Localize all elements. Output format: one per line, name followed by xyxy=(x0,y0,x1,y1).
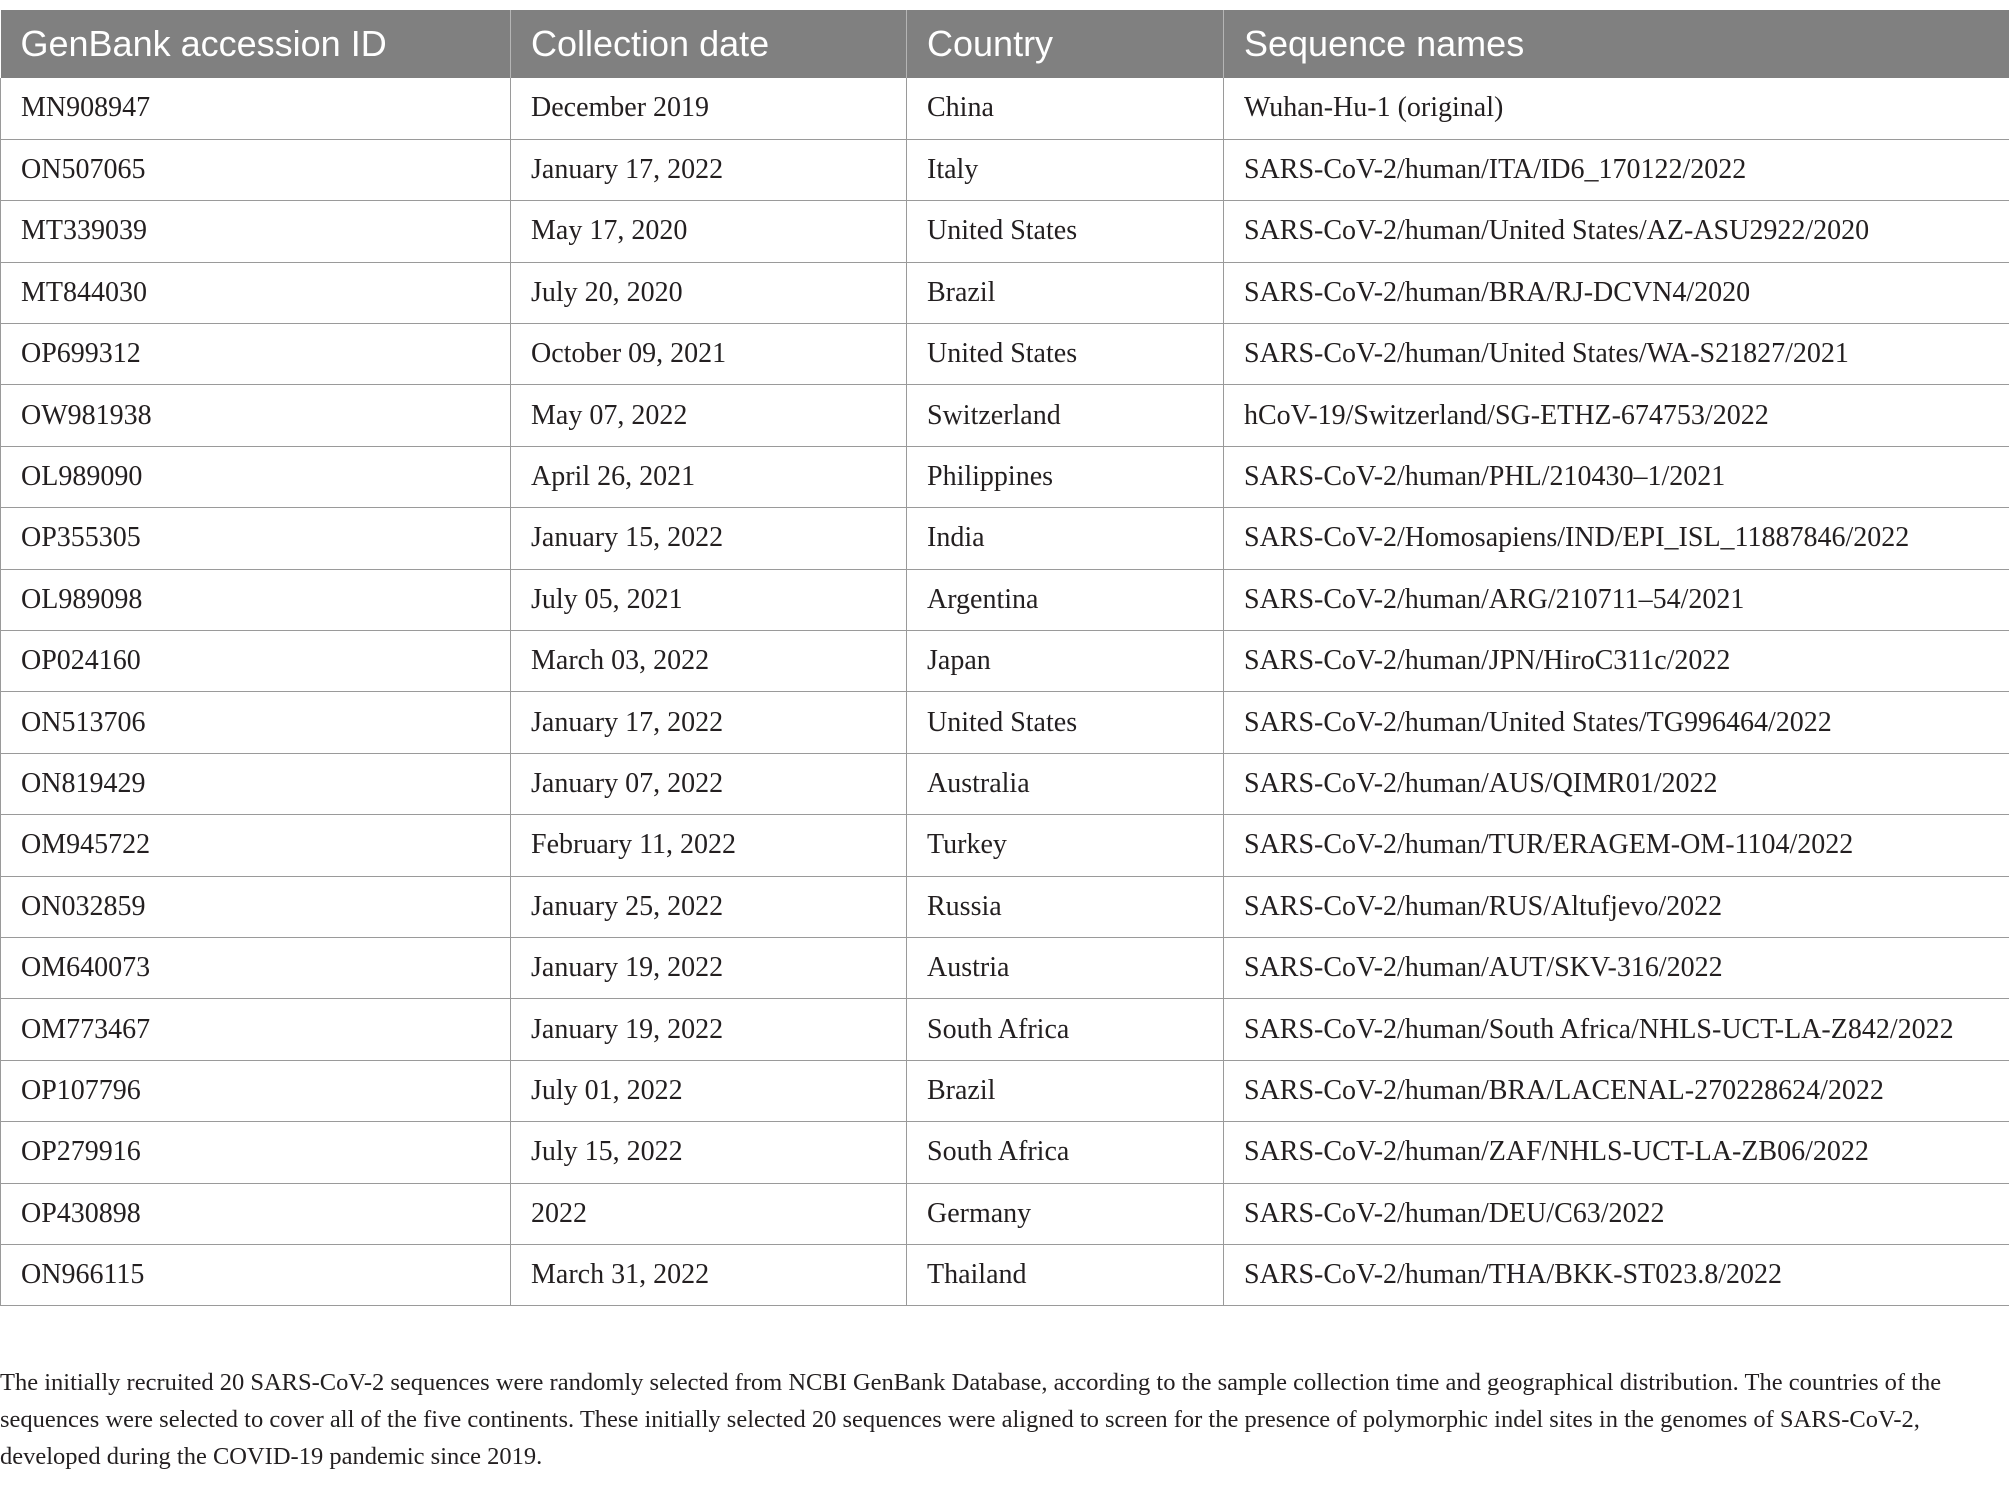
accession-id-cell: ON513706 xyxy=(1,692,511,753)
sequence-name-cell: SARS-CoV-2/Homosapiens/IND/EPI_ISL_11887846/2022 xyxy=(1224,508,2009,569)
accession-id-cell: MN908947 xyxy=(1,78,511,139)
sequence-name-cell: Wuhan-Hu-1 (original) xyxy=(1224,78,2009,139)
table-header xyxy=(1,10,2009,78)
table-row xyxy=(1,937,2009,998)
accession-id-cell: OW981938 xyxy=(1,385,511,446)
accession-id-cell: OP699312 xyxy=(1,324,511,385)
table-row xyxy=(1,201,2009,262)
collection-date-cell: January 15, 2022 xyxy=(511,508,907,569)
accession-id-cell: MT339039 xyxy=(1,201,511,262)
collection-date-cell: March 03, 2022 xyxy=(511,631,907,692)
accession-id-cell: ON507065 xyxy=(1,139,511,200)
header-collection-date: Collection date xyxy=(511,10,907,78)
table-row xyxy=(1,446,2009,507)
table-row xyxy=(1,139,2009,200)
collection-date-cell: January 25, 2022 xyxy=(511,876,907,937)
country-cell: India xyxy=(907,508,1224,569)
accession-id-cell: OM945722 xyxy=(1,815,511,876)
accession-id-cell: ON032859 xyxy=(1,876,511,937)
sequence-name-cell: SARS-CoV-2/human/ZAF/NHLS-UCT-LA-ZB06/2022 xyxy=(1224,1122,2009,1183)
accession-id-cell: OP355305 xyxy=(1,508,511,569)
collection-date-cell: October 09, 2021 xyxy=(511,324,907,385)
table-row xyxy=(1,999,2009,1060)
collection-date-cell: January 19, 2022 xyxy=(511,999,907,1060)
country-cell: South Africa xyxy=(907,999,1224,1060)
country-cell: Brazil xyxy=(907,1060,1224,1121)
sequence-name-cell: SARS-CoV-2/human/AUT/SKV-316/2022 xyxy=(1224,937,2009,998)
accession-id-cell: OL989098 xyxy=(1,569,511,630)
accession-id-cell: MT844030 xyxy=(1,262,511,323)
country-cell: Argentina xyxy=(907,569,1224,630)
country-cell: Turkey xyxy=(907,815,1224,876)
table-row xyxy=(1,508,2009,569)
accession-id-cell: OP107796 xyxy=(1,1060,511,1121)
sequence-name-cell: SARS-CoV-2/human/South Africa/NHLS-UCT-LA-Z842/2022 xyxy=(1224,999,2009,1060)
sequence-name-cell: SARS-CoV-2/human/THA/BKK-ST023.8/2022 xyxy=(1224,1244,2009,1305)
sequence-table xyxy=(0,10,2009,1306)
country-cell: Australia xyxy=(907,753,1224,814)
table-row xyxy=(1,692,2009,753)
table-body xyxy=(1,78,2009,1306)
country-cell: Germany xyxy=(907,1183,1224,1244)
accession-id-cell: OP279916 xyxy=(1,1122,511,1183)
sequence-name-cell: SARS-CoV-2/human/United States/TG996464/2022 xyxy=(1224,692,2009,753)
sequence-name-cell: SARS-CoV-2/human/BRA/LACENAL-270228624/2022 xyxy=(1224,1060,2009,1121)
collection-date-cell: May 07, 2022 xyxy=(511,385,907,446)
country-cell: South Africa xyxy=(907,1122,1224,1183)
collection-date-cell: 2022 xyxy=(511,1183,907,1244)
table-row xyxy=(1,876,2009,937)
collection-date-cell: July 20, 2020 xyxy=(511,262,907,323)
accession-id-cell: ON966115 xyxy=(1,1244,511,1305)
table-row xyxy=(1,753,2009,814)
table-row xyxy=(1,385,2009,446)
collection-date-cell: July 05, 2021 xyxy=(511,569,907,630)
country-cell: Switzerland xyxy=(907,385,1224,446)
table-row xyxy=(1,1122,2009,1183)
sequence-name-cell: SARS-CoV-2/human/AUS/QIMR01/2022 xyxy=(1224,753,2009,814)
sequence-name-cell: SARS-CoV-2/human/JPN/HiroC311c/2022 xyxy=(1224,631,2009,692)
country-cell: Philippines xyxy=(907,446,1224,507)
table-footnote: The initially recruited 20 SARS-CoV-2 sequences were randomly selected from NCBI GenBank Database, according to the sample collection time and geographical distribution. The countries of the sequences were selected to cover all of the five continents. These initially selected 20 sequences were aligned to screen for the presence of polymorphic indel sites in the genomes of SARS-CoV-2, developed during the COVID-19 pandemic since 2019. xyxy=(0,1369,1942,1470)
sequence-name-cell: SARS-CoV-2/human/DEU/C63/2022 xyxy=(1224,1183,2009,1244)
sequence-name-cell: SARS-CoV-2/human/BRA/RJ-DCVN4/2020 xyxy=(1224,262,2009,323)
collection-date-cell: July 01, 2022 xyxy=(511,1060,907,1121)
collection-date-cell: December 2019 xyxy=(511,78,907,139)
collection-date-cell: January 17, 2022 xyxy=(511,692,907,753)
country-cell: Russia xyxy=(907,876,1224,937)
accession-id-cell: OM640073 xyxy=(1,937,511,998)
table-row xyxy=(1,815,2009,876)
sequence-name-cell: hCoV-19/Switzerland/SG-ETHZ-674753/2022 xyxy=(1224,385,2009,446)
accession-id-cell: OP430898 xyxy=(1,1183,511,1244)
sequence-name-cell: SARS-CoV-2/human/TUR/ERAGEM-OM-1104/2022 xyxy=(1224,815,2009,876)
accession-id-cell: OL989090 xyxy=(1,446,511,507)
sequence-name-cell: SARS-CoV-2/human/United States/WA-S21827/2021 xyxy=(1224,324,2009,385)
country-cell: United States xyxy=(907,324,1224,385)
collection-date-cell: March 31, 2022 xyxy=(511,1244,907,1305)
sequence-name-cell: SARS-CoV-2/human/ITA/ID6_170122/2022 xyxy=(1224,139,2009,200)
table-row xyxy=(1,1183,2009,1244)
collection-date-cell: May 17, 2020 xyxy=(511,201,907,262)
accession-id-cell: ON819429 xyxy=(1,753,511,814)
country-cell: United States xyxy=(907,201,1224,262)
country-cell: Italy xyxy=(907,139,1224,200)
sequence-name-cell: SARS-CoV-2/human/PHL/210430–1/2021 xyxy=(1224,446,2009,507)
accession-id-cell: OM773467 xyxy=(1,999,511,1060)
collection-date-cell: April 26, 2021 xyxy=(511,446,907,507)
collection-date-cell: January 19, 2022 xyxy=(511,937,907,998)
country-cell: Brazil xyxy=(907,262,1224,323)
collection-date-cell: January 17, 2022 xyxy=(511,139,907,200)
collection-date-cell: February 11, 2022 xyxy=(511,815,907,876)
header-row xyxy=(1,10,2009,78)
table-row xyxy=(1,262,2009,323)
table-row xyxy=(1,569,2009,630)
table-row xyxy=(1,78,2009,139)
collection-date-cell: July 15, 2022 xyxy=(511,1122,907,1183)
table-row xyxy=(1,1244,2009,1305)
table-row xyxy=(1,324,2009,385)
country-cell: China xyxy=(907,78,1224,139)
sequence-name-cell: SARS-CoV-2/human/ARG/210711–54/2021 xyxy=(1224,569,2009,630)
country-cell: Thailand xyxy=(907,1244,1224,1305)
country-cell: Austria xyxy=(907,937,1224,998)
collection-date-cell: January 07, 2022 xyxy=(511,753,907,814)
table-row xyxy=(1,631,2009,692)
table-row xyxy=(1,1060,2009,1121)
accession-id-cell: OP024160 xyxy=(1,631,511,692)
header-country: Country xyxy=(907,10,1224,78)
header-accession-id: GenBank accession ID xyxy=(1,10,511,78)
sequence-name-cell: SARS-CoV-2/human/RUS/Altufjevo/2022 xyxy=(1224,876,2009,937)
country-cell: Japan xyxy=(907,631,1224,692)
header-sequence-names: Sequence names xyxy=(1224,10,2009,78)
sequence-name-cell: SARS-CoV-2/human/United States/AZ-ASU2922/2020 xyxy=(1224,201,2009,262)
country-cell: United States xyxy=(907,692,1224,753)
